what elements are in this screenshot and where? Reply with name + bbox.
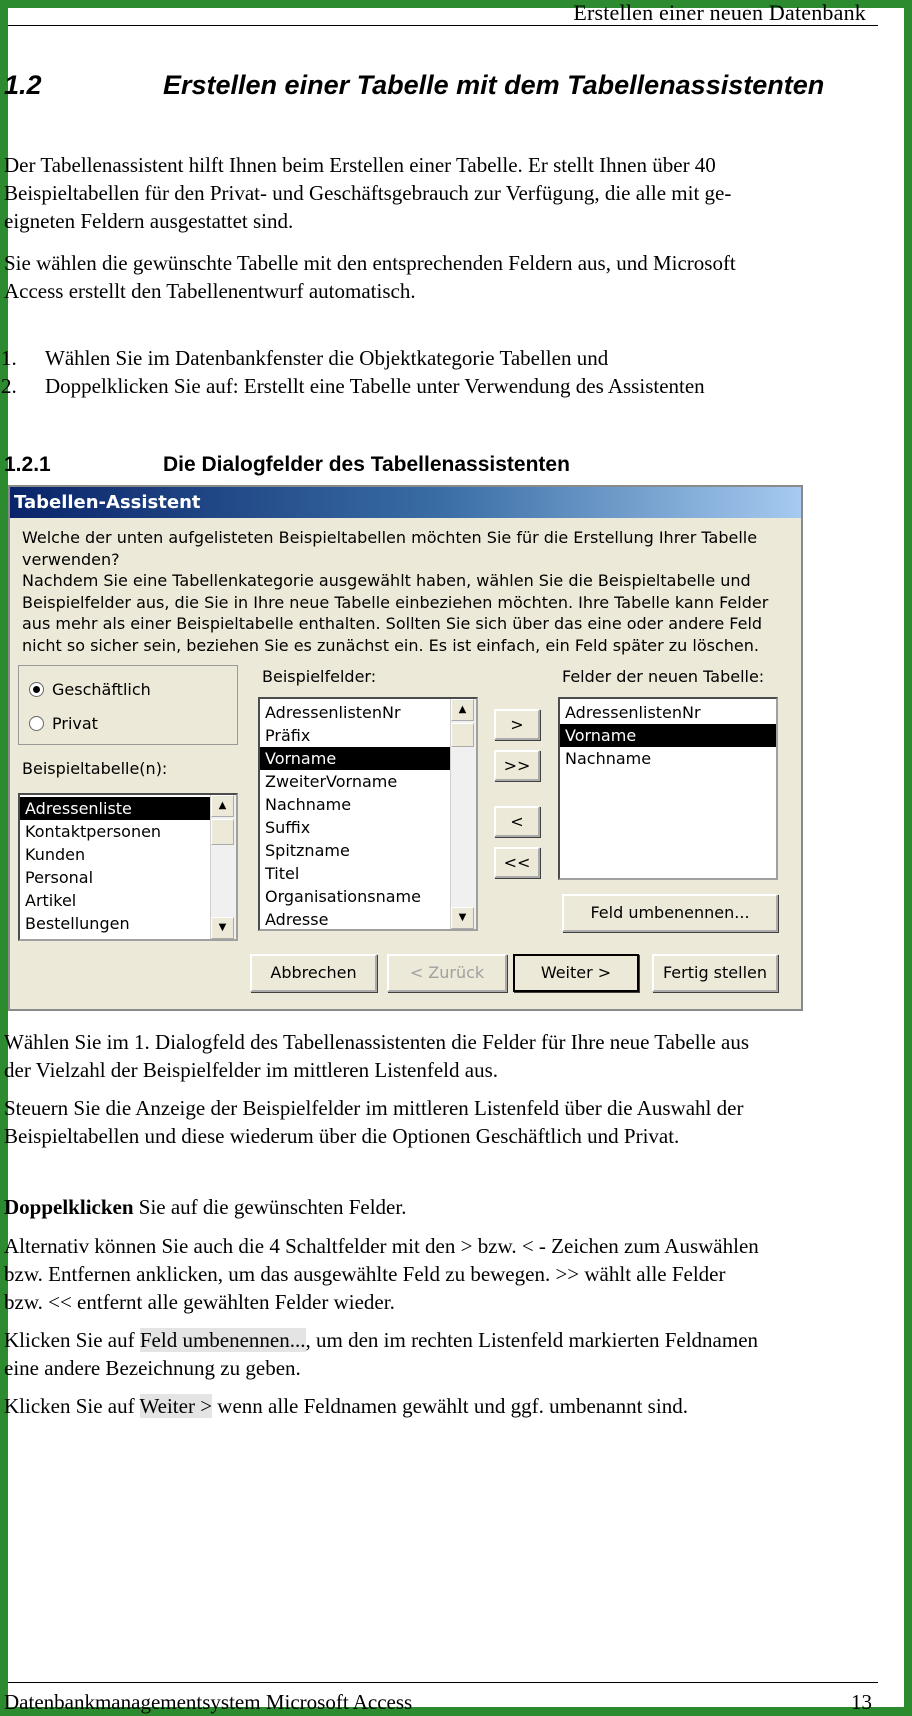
alternative-paragraph — [4, 1232, 759, 1316]
doubleclick-paragraph — [4, 1193, 406, 1221]
list-item[interactable]: AdressenlistenNr — [265, 703, 401, 722]
section-number: 1.2 — [4, 70, 42, 100]
cancel-button[interactable]: Abbrechen — [250, 954, 377, 992]
text-line: Steuern Sie die Anzeige der Beispielfelder im mittleren Listenfeld über die Auswahl der — [4, 1096, 744, 1120]
text-line: Beispieltabellen für den Privat- und Geschäftsgebrauch zur Verfügung, die alle mit ge- — [4, 181, 732, 205]
subsection-number: 1.2.1 — [4, 453, 51, 476]
footer-rule — [8, 1682, 878, 1683]
rename-paragraph — [4, 1326, 758, 1382]
list-item — [1, 344, 705, 372]
list-item[interactable]: Spitzname — [265, 841, 350, 860]
list-item[interactable]: Vorname — [560, 724, 776, 747]
text-line: Klicken Sie auf — [4, 1328, 140, 1352]
page-number: 13 — [851, 1690, 872, 1714]
subsection-heading — [4, 453, 570, 477]
sample-fields-label: Beispielfelder: — [262, 667, 377, 686]
list-item[interactable]: Adresse — [265, 910, 329, 929]
text-line: verwenden? — [22, 549, 120, 569]
remove-all-fields-button[interactable]: << — [494, 847, 540, 878]
explanation-paragraph-1 — [4, 1028, 749, 1084]
radio-checked-icon — [29, 682, 44, 697]
text-line: nicht so sicher sein, beziehen Sie es zunächst ein. Es ist einfach, ein Feld später zu löschen. — [22, 635, 759, 655]
list-item[interactable]: Organisationsname — [265, 887, 421, 906]
rename-field-button[interactable]: Feld umbenennen... — [562, 894, 778, 932]
next-paragraph — [4, 1392, 688, 1420]
sample-tables-list[interactable] — [18, 793, 238, 941]
text-line: aus mehr als einer Beispieltabelle enthalten. Sollten Sie sich über das eine oder andere Feld — [22, 614, 763, 633]
text-line: bzw. << entfernt alle gewählten Felder wieder. — [4, 1290, 395, 1314]
list-item — [1, 372, 705, 400]
scrollbar[interactable] — [450, 699, 476, 929]
footer-text: Datenbankmanagementsystem Microsoft Access — [4, 1690, 413, 1714]
list-item[interactable]: Titel — [265, 864, 300, 883]
new-fields-label: Felder der neuen Tabelle: — [562, 667, 765, 686]
header-rule — [8, 25, 878, 26]
section-title: Erstellen einer Tabelle mit dem Tabellenassistenten — [163, 70, 825, 100]
text-line: Alternativ können Sie auch die 4 Schaltfelder mit den > bzw. < - Zeichen zum Auswählen — [4, 1234, 759, 1258]
list-item[interactable]: Nachname — [565, 749, 652, 768]
scroll-down-icon[interactable]: ▼ — [451, 907, 474, 929]
text-line: wenn alle Feldnamen gewählt und ggf. umbenannt sind. — [212, 1394, 688, 1418]
next-button[interactable]: Weiter > — [513, 954, 639, 992]
highlighted-term: Feld umbenennen... — [139, 1328, 306, 1352]
text-line: bzw. Entfernen anklicken, um das ausgewählte Feld zu bewegen. >> wählt alle Felder — [4, 1262, 726, 1286]
list-item[interactable]: Bestellungen — [25, 914, 130, 933]
text-line: eigneten Feldern ausgestattet sind. — [4, 209, 294, 233]
list-item[interactable]: Personal — [25, 868, 94, 887]
scroll-thumb[interactable] — [451, 723, 474, 747]
text-line: eine andere Bezeichnung zu geben. — [4, 1356, 301, 1380]
text-line: der Vielzahl der Beispielfelder im mittleren Listenfeld aus. — [4, 1058, 499, 1082]
list-item[interactable]: Adressenliste — [20, 797, 236, 820]
add-all-fields-button[interactable]: >> — [494, 750, 540, 781]
intro-paragraph-1 — [4, 151, 731, 235]
text-line: Beispieltabellen und diese wiederum über die Optionen Geschäftlich und Privat. — [4, 1124, 680, 1148]
dialog-titlebar: Tabellen-Assistent — [10, 487, 801, 518]
list-item[interactable]: Vorname — [260, 747, 476, 770]
subsection-title: Die Dialogfelder des Tabellenassistenten — [163, 453, 570, 476]
step-number: 1. — [1, 346, 17, 370]
text-line: Welche der unten aufgelisteten Beispieltabellen möchten Sie für die Erstellung Ihrer Tabelle — [22, 528, 758, 547]
list-item[interactable]: Kontaktpersonen — [25, 822, 162, 841]
list-item[interactable]: Kunden — [25, 845, 86, 864]
back-button[interactable]: < Zurück — [387, 954, 507, 992]
add-field-button[interactable]: > — [494, 709, 540, 740]
running-header: Erstellen einer neuen Datenbank — [573, 0, 866, 25]
section-heading — [4, 70, 824, 101]
radio-label: Geschäftlich — [52, 680, 151, 699]
list-item[interactable]: Artikel — [25, 891, 77, 910]
text-line: Wählen Sie im 1. Dialogfeld des Tabellenassistenten die Felder für Ihre neue Tabelle aus — [4, 1030, 750, 1054]
radio-unchecked-icon — [29, 716, 44, 731]
finish-button[interactable]: Fertig stellen — [652, 954, 778, 992]
scroll-up-icon[interactable]: ▲ — [211, 795, 234, 817]
scroll-up-icon[interactable]: ▲ — [451, 699, 474, 721]
step-list — [1, 344, 705, 400]
radio-private[interactable] — [29, 714, 98, 733]
radio-label: Privat — [52, 714, 98, 733]
dialog-instructions — [22, 527, 792, 656]
sample-tables-label: Beispieltabelle(n): — [22, 759, 168, 778]
remove-field-button[interactable]: < — [494, 806, 540, 837]
sample-fields-list[interactable] — [258, 697, 478, 931]
scroll-down-icon[interactable]: ▼ — [211, 917, 234, 939]
list-item[interactable]: Nachname — [265, 795, 352, 814]
text-line: , um den im rechten Listenfeld markierten Feldnamen — [305, 1328, 759, 1352]
list-item[interactable]: AdressenlistenNr — [565, 703, 701, 722]
text-line: Klicken Sie auf — [4, 1394, 140, 1418]
document-page — [1, 0, 904, 1714]
text-line: Der Tabellenassistent hilft Ihnen beim Erstellen einer Tabelle. Er stellt Ihnen über 40 — [4, 153, 716, 177]
step-text: Doppelklicken Sie auf: Erstellt eine Tabelle unter Verwendung des Assistenten — [45, 374, 705, 398]
radio-business[interactable] — [29, 680, 151, 699]
text-line: Access erstellt den Tabellenentwurf automatisch. — [4, 279, 416, 303]
scroll-thumb[interactable] — [211, 819, 234, 845]
text-line: Sie auf die gewünschten Felder. — [133, 1195, 407, 1219]
step-text: Wählen Sie im Datenbankfenster die Objektkategorie Tabellen und — [45, 346, 609, 370]
text-line: Beispielfelder aus, die Sie in Ihre neue Tabelle einbeziehen möchten. Ihre Tabelle kann Felder — [22, 592, 769, 612]
table-wizard-dialog — [8, 485, 803, 1011]
list-item[interactable]: Suffix — [265, 818, 311, 837]
bold-keyword: Doppelklicken — [4, 1195, 134, 1219]
intro-paragraph-2 — [4, 249, 736, 305]
text-line: Nachdem Sie eine Tabellenkategorie ausgewählt haben, wählen Sie die Beispieltabelle und — [22, 571, 751, 590]
new-fields-list[interactable] — [558, 697, 778, 880]
step-number: 2. — [1, 374, 17, 398]
category-groupbox — [18, 665, 238, 745]
explanation-paragraph-2 — [4, 1094, 743, 1150]
highlighted-term: Weiter > — [139, 1394, 213, 1418]
scrollbar[interactable] — [210, 795, 236, 939]
list-item[interactable]: ZweiterVorname — [265, 772, 398, 791]
text-line: Sie wählen die gewünschte Tabelle mit den entsprechenden Feldern aus, und Microsoft — [4, 251, 736, 275]
list-item[interactable]: Präfix — [265, 726, 311, 745]
